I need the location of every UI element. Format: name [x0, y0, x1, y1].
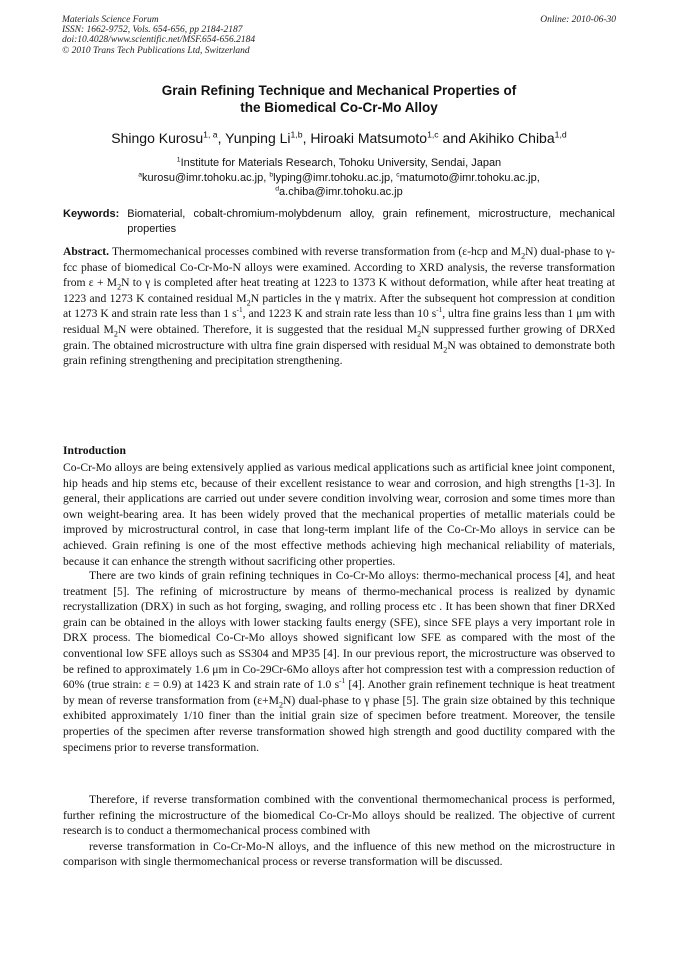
email-superscript: d — [275, 185, 280, 193]
abstract-text: , and 1223 K and strain rate less than 10 s — [242, 307, 437, 321]
intro-text — [63, 568, 615, 755]
abstract-text: , ultra fine grains less than 1 μm with residual M — [63, 307, 616, 336]
subscript: 2 — [443, 344, 448, 354]
journal-name: Materials Science Forum — [62, 15, 159, 25]
abstract-text: Thermomechanical processes combined with reverse transformation from (ε-hcp and M — [109, 245, 522, 258]
email-superscript: a — [138, 170, 142, 178]
author-name: Shingo Kurosu — [111, 130, 204, 146]
email-address[interactable]: kurosu@imr.tohoku.ac.jp — [141, 171, 264, 184]
subscript: 2 — [417, 329, 422, 339]
online-date: Online: 2010-06-30 — [540, 15, 616, 25]
introduction-heading: Introduction — [63, 444, 126, 457]
title-line-2: the Biomedical Co-Cr-Mo Alloy — [240, 100, 438, 115]
intro-paragraph-2 — [63, 568, 615, 755]
author-separator: , — [302, 130, 311, 146]
email-address[interactable]: matumoto@imr.tohoku.ac.jp — [399, 171, 537, 184]
email-address[interactable]: a.chiba@imr.tohoku.ac.jp — [279, 186, 403, 198]
author-superscript: 1,b — [290, 129, 303, 140]
affiliation-superscript: 1 — [176, 156, 181, 164]
abstract-paragraph — [63, 244, 615, 369]
abstract-label: Abstract. — [63, 245, 110, 258]
intro-text: Co-Cr-Mo alloys are being extensively applied as various medical applications such as artificial knee joint component, hip heads and hip stems etc, because of their excellent resistance to wear and corrosion, and high strengths [1-3]. In general, their applications are carried out under severe condition involving wear, corrosion and some times more than own weight-bearing area. It has been widely proved that the mechanical properties of metallic materials could be improved by microstructural control, in case that long-term implant life of the Co-Cr-Mo alloys in service can be achieved. Grain refining is one of the most effective methods achieving high mechanical reliability of materials, because it can enhance the strength without sacrificing other properties. — [63, 461, 615, 568]
subscript: 2 — [113, 329, 118, 339]
author-separator: , — [217, 130, 226, 146]
title-line-1: Grain Refining Technique and Mechanical Properties of — [161, 83, 517, 98]
superscript: -1 — [339, 677, 346, 686]
paper-title — [40, 82, 638, 116]
copyright-line: © 2010 Trans Tech Publications Ltd, Switzerland — [62, 45, 250, 56]
author-superscript: 1,c — [427, 129, 439, 140]
author-name: Hiroaki Matsumoto — [310, 130, 428, 146]
email-line: $^a$kurosu@imr.tohoku.ac.jp, $^b$lyping@imr.tohoku.ac.jp, $^c$matumoto@imr.tohoku.ac.jp, — [138, 170, 540, 184]
intro-text-run: N) dual-phase to γ phase [5]. The grain size obtained by this technique exhibited approximately 1/10 finer than the initial grain size of specimen before treatment. Moreover, the tensile properties of the specimen after reverse transformation showed high strength and good ductility compared with the specimens prior to reverse transformation. — [63, 693, 616, 754]
author-superscript: 1, a — [203, 129, 218, 140]
keywords-label: Keywords: — [63, 208, 120, 220]
subscript: 2 — [117, 282, 122, 292]
doi-line[interactable]: doi:10.4028/www.scientific.net/MSF.654-656.2184 — [62, 35, 256, 46]
subscript: 2 — [278, 700, 284, 710]
subscript: 2 — [521, 251, 526, 261]
email-line — [40, 185, 638, 200]
intro-text-run: [4]. Another grain refinement technique is heat treatment by mean of reverse transformation from (ε+M — [63, 678, 615, 707]
abstract-text: N was obtained to demonstrate both grain refining strengthening and precipitation strengthening. — [63, 338, 616, 368]
superscript: -1 — [436, 306, 443, 315]
intro-text-run: There are two kinds of grain refining techniques in Co-Cr-Mo alloys: thermo-mechanical process [4], and heat treatment [5]. The refining of microstructure by means of thermo-mechanical process is realized by dynamic recrystallization (DRX) in such as hot forging, swaging, and rolling process etc . It has been shown that finer DRXed grain can be obtained in the alloys with lower stacking faults energy (SFE), since SFE plays a very important role in DRX process. The biomedical Co-Cr-Mo alloys showed significant low SFE as compared with the most of the conventional low SFE alloys such as SS304 and MP35 [4]. In our previous report, the microstructure was observed to be refined to approximately 1.6 μm in Co-29Cr-6Mo alloys after hot compression test with a compression reduction of 60% (true strain: ε = 0.9) at 1423 K and strain rate of 1.0 s — [63, 569, 615, 692]
abstract-text: N to γ is completed after heat treating at 1223 to 1373 K without deformation, while after heat treating at 1223 and 1273 K contained residual M — [63, 276, 615, 305]
email-superscript: c — [396, 170, 400, 178]
intro-paragraph-3 — [63, 792, 615, 870]
affiliation-text: Institute for Materials Research, Tohoku University, Sendai, Japan — [180, 157, 502, 169]
intro-text: Therefore, if reverse transformation combined with the conventional thermomechanical process is performed, further refining the microstructure of the biomedical Co-Cr-Mo alloys should be realized. The objective of current research is to conduct a thermomechanical process combined with — [63, 793, 615, 838]
abstract-block — [63, 244, 615, 369]
superscript: -1 — [236, 306, 243, 315]
author-name: Akihiko Chiba — [469, 130, 555, 146]
subscript: 2 — [246, 298, 251, 308]
affiliation-block — [40, 156, 638, 200]
abstract-text: N particles in the γ matrix. After the subsequent hot compression at condition at 1273 K and strain rate less than 1 s — [63, 291, 615, 321]
journal-header — [62, 15, 616, 56]
intro-paragraph-1 — [63, 460, 615, 569]
keywords-text: Biomaterial, cobalt-chromium-molybdenum alloy, grain refinement, microstructure, mechanical properties — [127, 208, 615, 235]
abstract-text: N) dual-phase to γ-fcc phase of biomedical Co-Cr-Mo-N alloys were examined. According to XRD analysis, the reverse transformation from ε + M — [63, 245, 616, 290]
abstract-text: N were obtained. Therefore, it is suggested that the residual M — [117, 322, 418, 336]
author-name: Yunping Li — [225, 130, 291, 146]
email-superscript: b — [269, 170, 274, 178]
author-list — [20, 129, 658, 147]
intro-text: reverse transformation in Co-Cr-Mo-N alloys, and the influence of this new method on the microstructure in comparison with single thermomechanical process or reverse transformation will be discussed. — [63, 839, 615, 869]
keywords-block — [63, 207, 615, 236]
affiliation-line — [40, 156, 638, 171]
abstract-text: N suppressed further growing of DRXed grain. The obtained microstructure with ultra fine grain dispersed with residual M — [63, 322, 615, 352]
issn-line: ISSN: 1662-9752, Vols. 654-656, pp 2184-2187 — [62, 25, 243, 36]
email-address[interactable]: lyping@imr.tohoku.ac.jp — [273, 171, 391, 184]
author-superscript: 1,d — [554, 129, 567, 140]
author-separator: and — [438, 130, 470, 146]
